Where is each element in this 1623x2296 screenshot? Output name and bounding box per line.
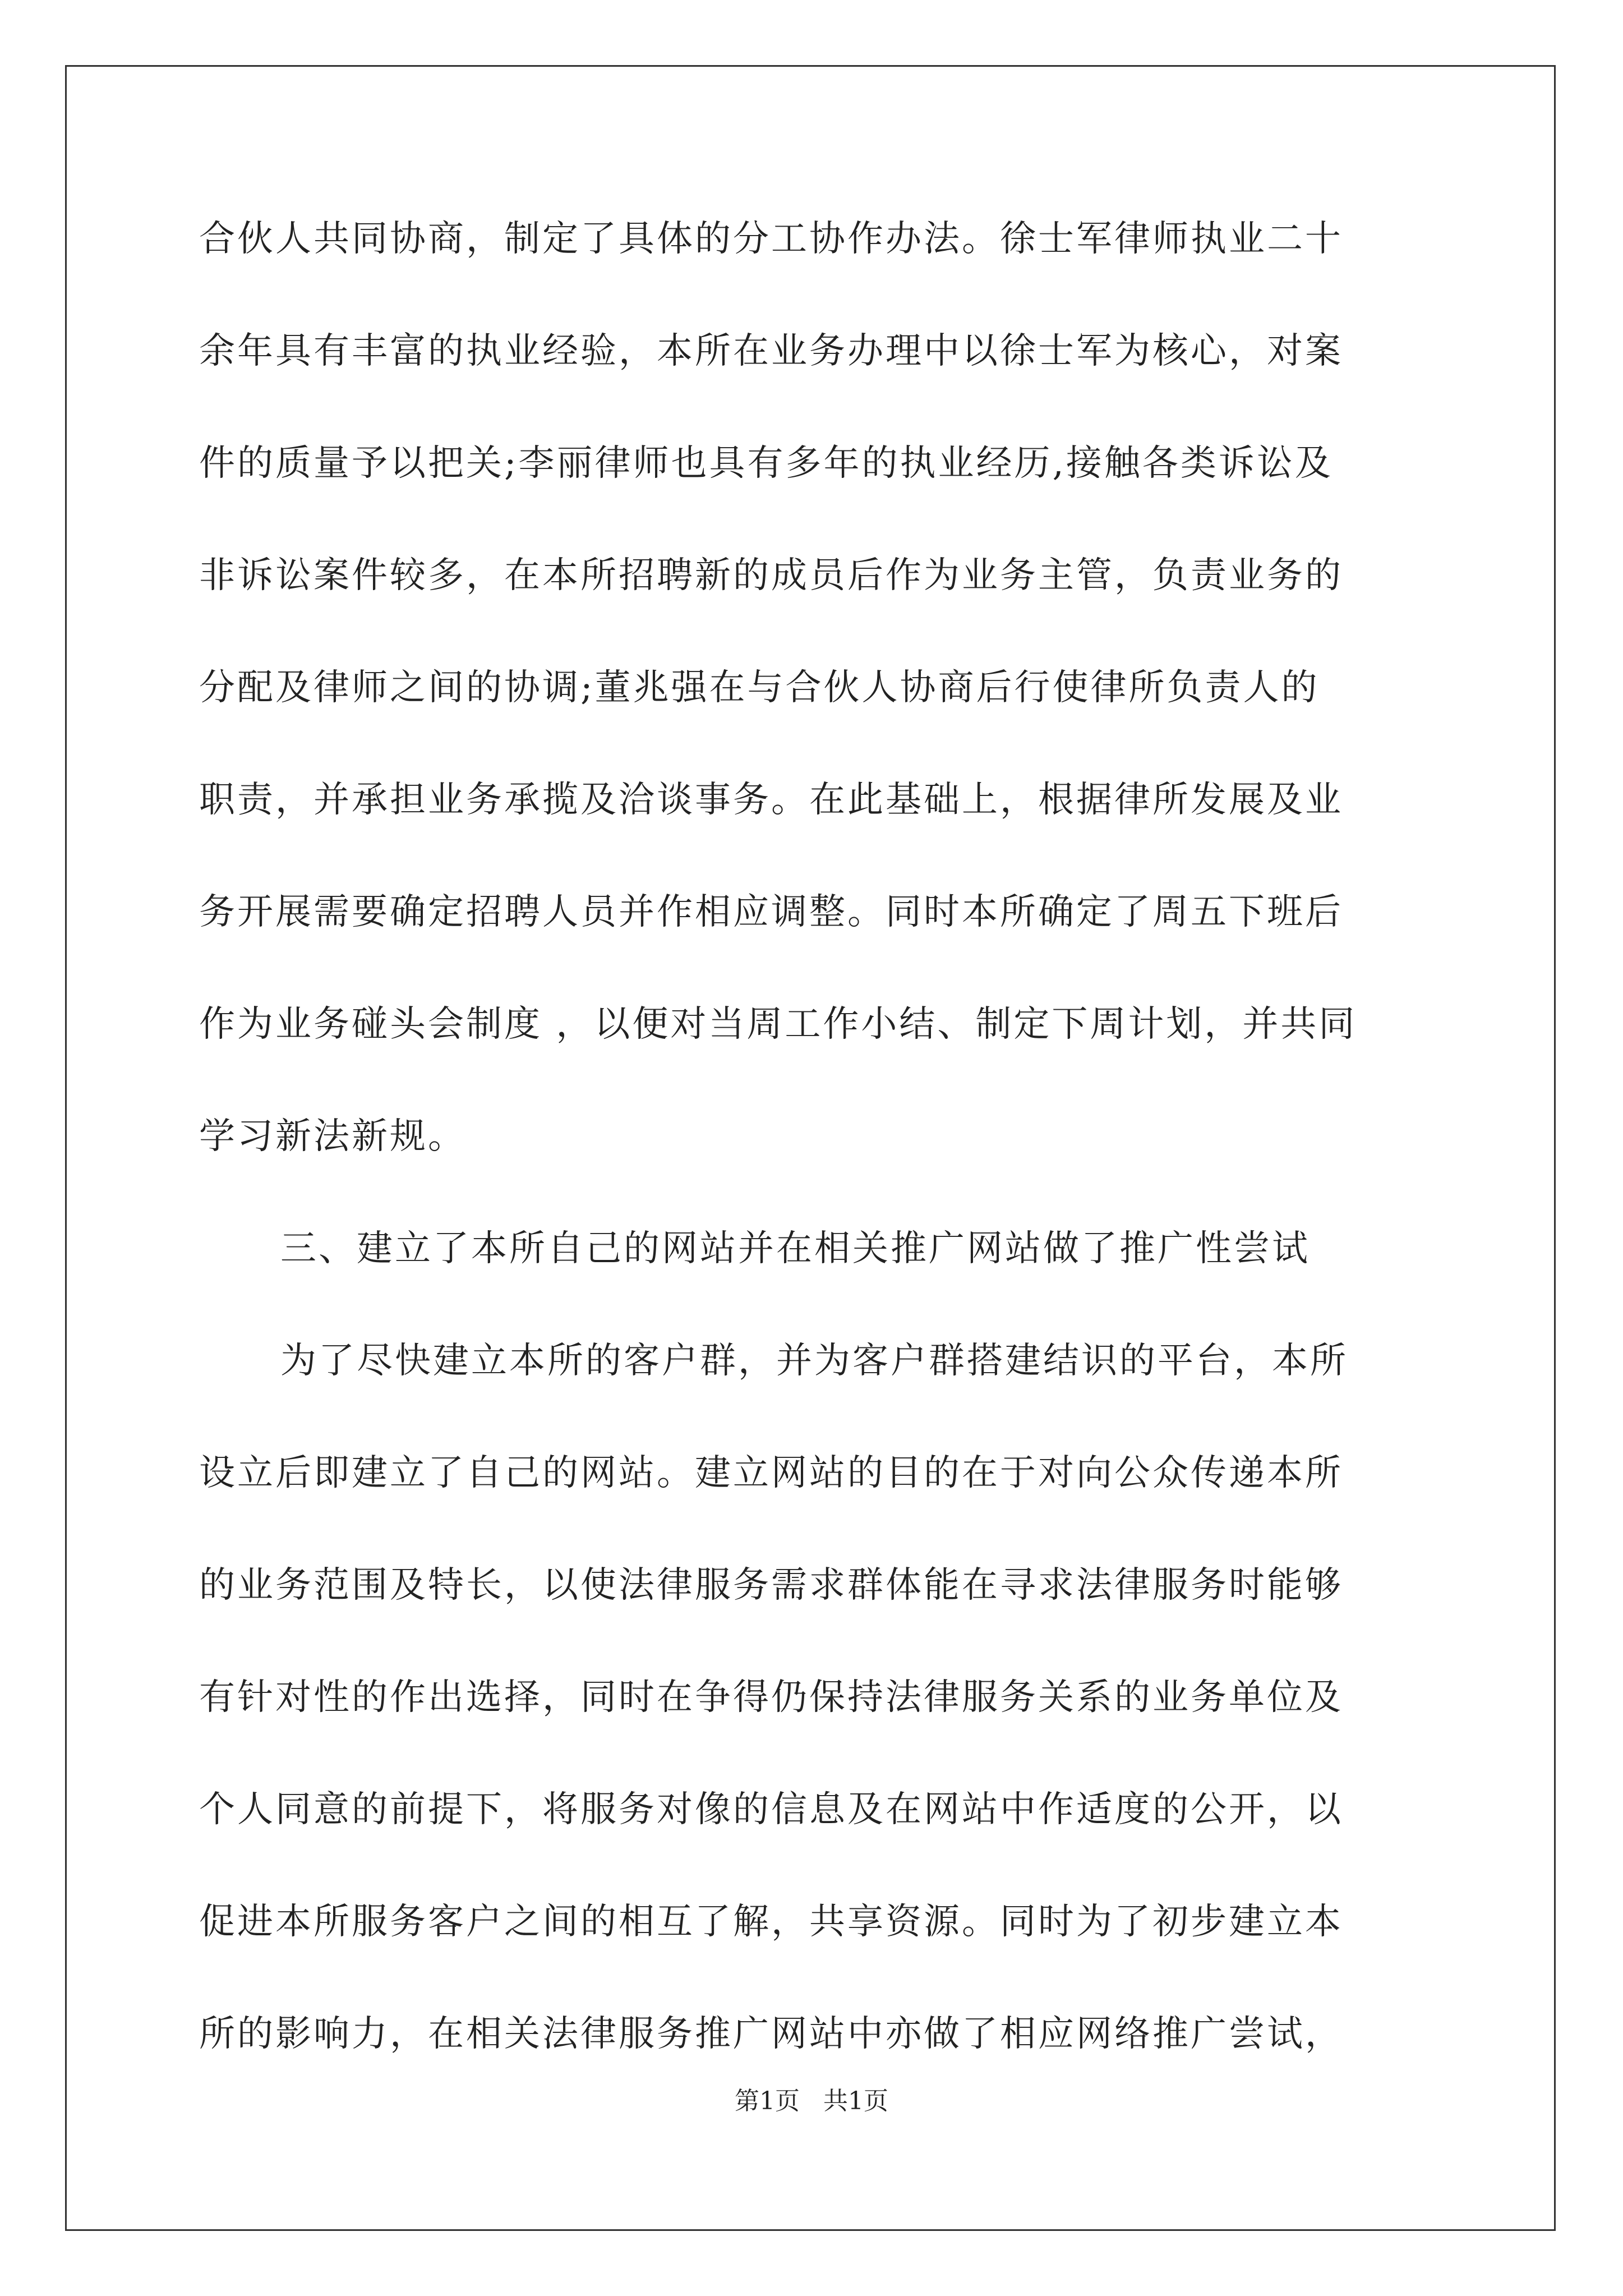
body-text-line: 作为业务碰头会制度 ，以便对当周工作小结、制定下周计划，并共同 (199, 1004, 1357, 1045)
body-text-line: 合伙人共同协商，制定了具体的分工协作办法。徐士军律师执业二十 (199, 218, 1343, 260)
body-text-line: 分配及律师之间的协调;董兆强在与合伙人协商后行使律所负责人的 (199, 667, 1320, 708)
body-text-line: 职责，并承担业务承揽及洽谈事务。在此基础上，根据律所发展及业 (199, 779, 1343, 821)
body-text-line: 有针对性的作出选择，同时在争得仍保持法律服务关系的业务单位及 (199, 1677, 1343, 1718)
section-heading: 三、建立了本所自己的网站并在相关推广网站做了推广性尝试 (280, 1228, 1310, 1269)
body-text-line: 设立后即建立了自己的网站。建立网站的目的在于对向公众传递本所 (199, 1452, 1343, 1494)
page-number-footer: 第1页 共1页 (735, 2087, 888, 2115)
body-text-line: 余年具有丰富的执业经验，本所在业务办理中以徐士军为核心，对案 (199, 330, 1343, 372)
body-text-line: 件的质量予以把关;李丽律师也具有多年的执业经历,接触各类诉讼及 (199, 443, 1333, 484)
body-text-line: 个人同意的前提下，将服务对像的信息及在网站中作适度的公开，以 (199, 1789, 1343, 1830)
body-text-line: 促进本所服务客户之间的相互了解，共享资源。同时为了初步建立本 (199, 1901, 1343, 1943)
body-text-line: 非诉讼案件较多，在本所招聘新的成员后作为业务主管，负责业务的 (199, 555, 1343, 596)
body-text-line: 学习新法新规。 (199, 1116, 466, 1157)
body-text-line: 所的影响力，在相关法律服务推广网站中亦做了相应网络推广尝试， (199, 2013, 1343, 2055)
body-text-line: 的业务范围及特长，以使法律服务需求群体能在寻求法律服务时能够 (199, 1565, 1343, 1606)
paragraph-first-line: 为了尽快建立本所的客户群，并为客户群搭建结识的平台，本所 (280, 1340, 1348, 1382)
body-text-line: 务开展需要确定招聘人员并作相应调整。同时本所确定了周五下班后 (199, 891, 1343, 933)
